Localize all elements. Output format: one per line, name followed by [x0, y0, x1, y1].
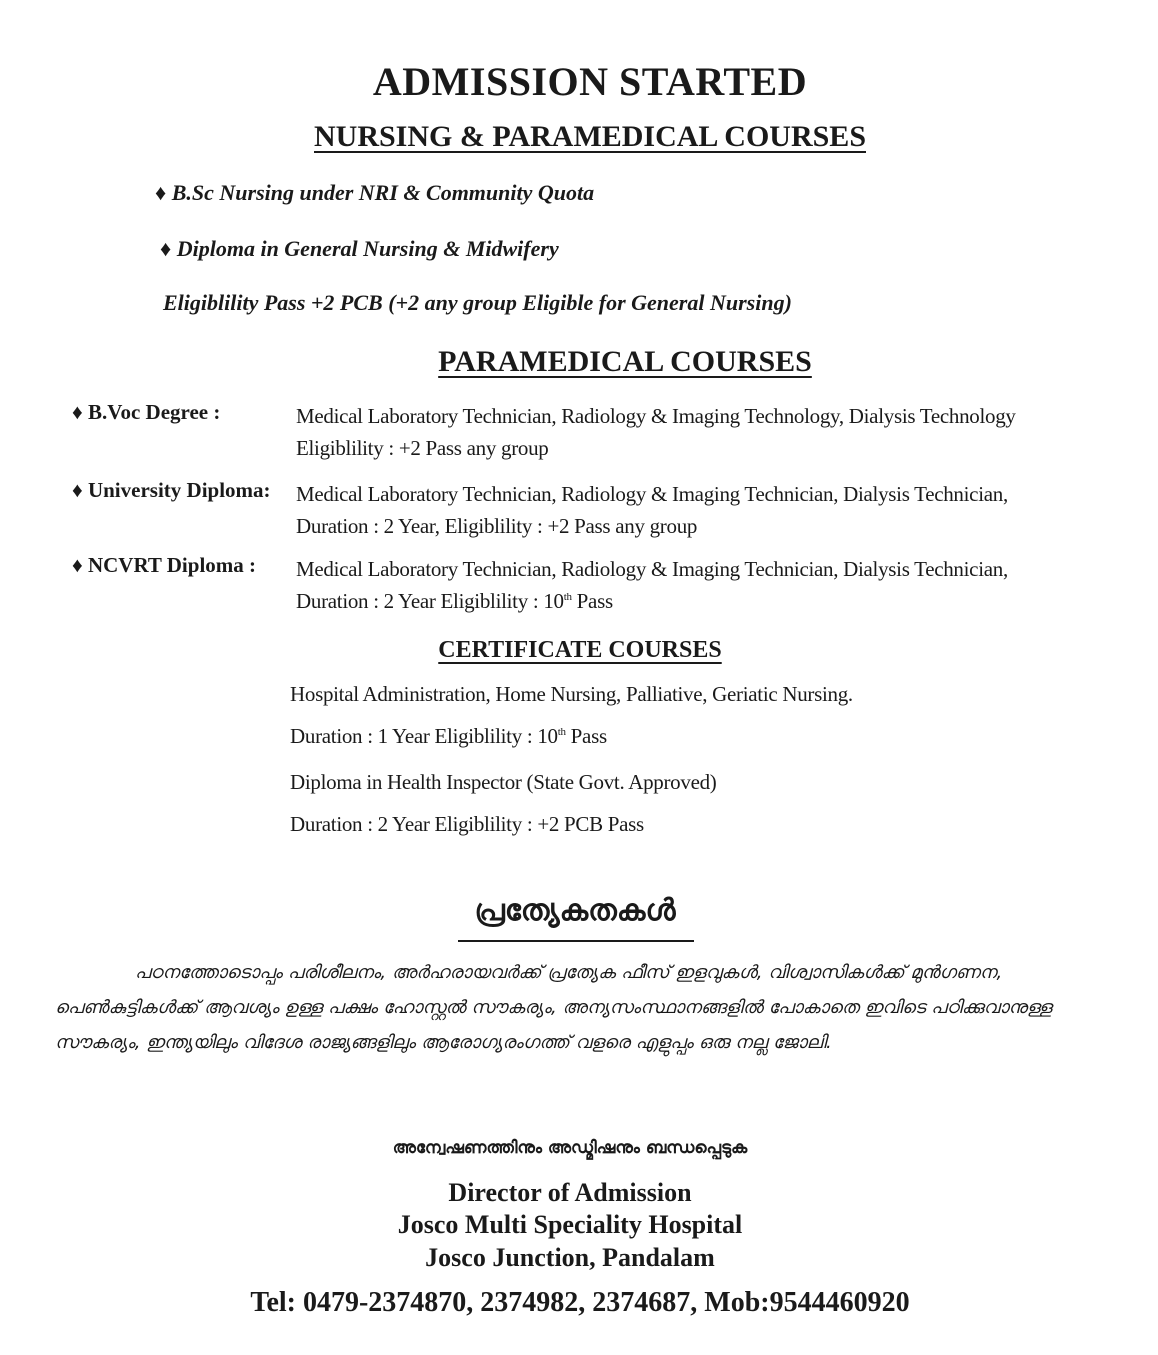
nursing-eligibility: Eligiblility Pass +2 PCB (+2 any group Eligible for General Nursing) — [163, 290, 792, 315]
course-details — [296, 589, 613, 614]
certificate-duration — [290, 724, 607, 749]
course-courses: Medical Laboratory Technician, Radiology & Imaging Technician, Dialysis Technician, — [296, 557, 1008, 581]
course-details: Eligiblility : +2 Pass any group — [296, 436, 549, 460]
features-paragraph: പഠനത്തോടൊപ്പം പരിശീലനം, അർഹരായവർക്ക് പ്രത്യേക ഫീസ് ഇളവുകൾ, വിശ്വാസികൾക്ക് മുൻഗണന, പെൺകുട്ടികൾക്ക് ആവശ്യം ഉള്ള പക്ഷം ഹോസ്റ്റൽ സൗകര്യം, അന്യസംസ്ഥാനങ്ങളിൽ പോകാതെ ഇവിടെ പഠിക്കുവാനുള്ള സൗകര്യം, ഇന്ത്യയിലും വിദേശ രാജ്യങ്ങളിലും ആരോഗ്യരംഗത്ത് വളരെ എളുപ്പം ഒരു നല്ല ജോലി. — [55, 962, 1052, 1053]
address-director: Director of Admission — [448, 1178, 692, 1207]
features-heading-underline — [458, 940, 694, 942]
certificate-duration-text: Duration : 1 Year Eligiblility : 10 — [290, 724, 558, 748]
course-courses: Medical Laboratory Technician, Radiology & Imaging Technician, Dialysis Technician, — [296, 482, 1008, 506]
telephone-numbers: Tel: 0479-2374870, 2374982, 2374687, Mob:9544460920 — [250, 1287, 910, 1318]
course-details-tail: Pass — [571, 589, 613, 613]
certificate-courses: Hospital Administration, Home Nursing, Palliative, Geriatic Nursing. — [290, 682, 853, 706]
ordinal-suffix: th — [563, 591, 572, 603]
features-heading: പ്രത്യേകതകൾ — [474, 893, 676, 928]
course-courses: Medical Laboratory Technician, Radiology & Imaging Technology, Dialysis Technology — [296, 404, 1016, 428]
certificate-heading: CERTIFICATE COURSES — [438, 637, 722, 663]
course-label: ♦ B.Voc Degree : — [72, 400, 221, 424]
ordinal-suffix: th — [557, 726, 566, 738]
health-inspector-diploma: Diploma in Health Inspector (State Govt. Approved) — [290, 770, 717, 794]
page-title: ADMISSION STARTED — [372, 59, 808, 104]
course-details-text: Duration : 2 Year Eligiblility : 10 — [296, 589, 564, 613]
address-hospital: Josco Multi Speciality Hospital — [397, 1210, 743, 1239]
nursing-heading: NURSING & PARAMEDICAL COURSES — [314, 120, 866, 153]
certificate-duration-tail: Pass — [565, 724, 607, 748]
course-label: ♦ University Diploma: — [72, 478, 271, 502]
nursing-item-diploma: ♦ Diploma in General Nursing & Midwifery — [160, 236, 559, 261]
course-details: Duration : 2 Year, Eligiblility : +2 Pass any group — [296, 514, 698, 538]
contact-prompt: അന്വേഷണത്തിനും അഡ്മിഷനും ബന്ധപ്പെടുക — [392, 1138, 748, 1158]
paramedical-heading: PARAMEDICAL COURSES — [438, 345, 812, 378]
course-label: ♦ NCVRT Diploma : — [72, 553, 257, 577]
address-location: Josco Junction, Pandalam — [425, 1243, 715, 1272]
nursing-item-bsc: ♦ B.Sc Nursing under NRI & Community Quota — [155, 180, 595, 205]
health-inspector-duration: Duration : 2 Year Eligiblility : +2 PCB Pass — [290, 812, 644, 836]
